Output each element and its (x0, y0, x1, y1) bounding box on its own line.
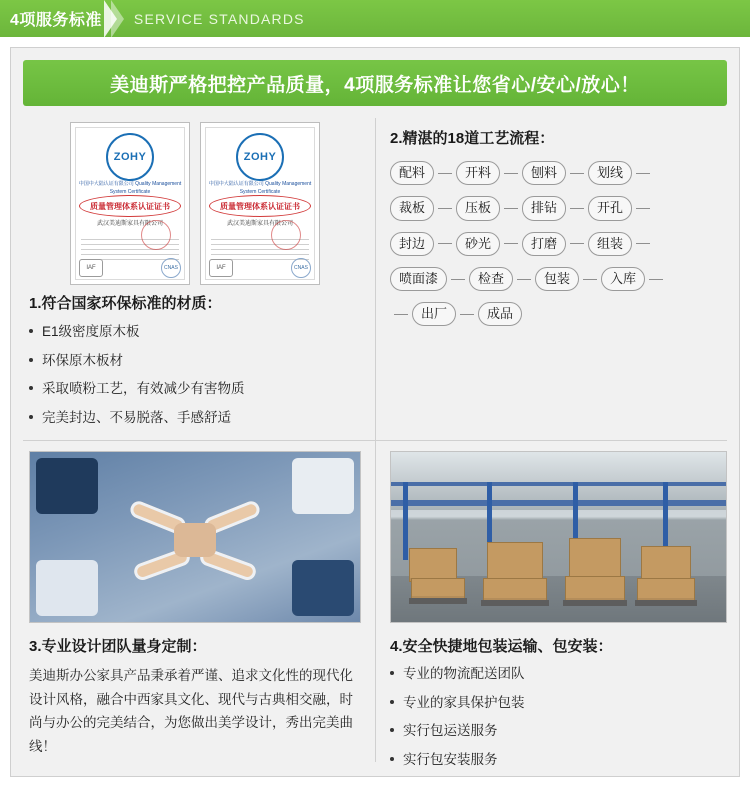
section-materials (23, 118, 375, 440)
pallet (409, 598, 467, 604)
zohy-logo-icon: ZOHY (236, 133, 284, 181)
certificate-title: 质量管理体系认证证书 (90, 202, 170, 211)
certificate-heading: 中国中大陆认证有限公司 Quality Management System Certificate (208, 181, 312, 195)
section-1-title: 1.符合国家环保标准的材质： (29, 295, 222, 312)
cnas-badge-icon: CNAS (161, 258, 181, 278)
process-step: 打磨 (522, 232, 566, 256)
section-4-title: 4.安全快捷地包装运输、包安装： (390, 638, 613, 655)
process-step: 检查 (469, 267, 513, 291)
conveyor-beam (391, 500, 726, 506)
list-item: 专业的家具保护包装 (390, 693, 727, 713)
header-title: 4项服务标准 (10, 12, 102, 29)
process-step: 开料 (456, 161, 500, 185)
person-shape (36, 458, 98, 514)
certificate-image (70, 122, 190, 285)
cardboard-box (641, 546, 691, 582)
flow-connector (570, 243, 584, 244)
section-4-bullets (390, 664, 727, 769)
chevron-right-icon (111, 0, 124, 37)
list-item: 完美封边、不易脱落、手感舒适 (29, 408, 361, 428)
process-flow-row (390, 232, 727, 256)
hand-stack-shape (174, 523, 216, 557)
flow-connector (394, 314, 408, 315)
cardboard-box (637, 578, 695, 602)
iaf-badge-icon: IAF (79, 259, 103, 277)
flow-connector (451, 279, 465, 280)
flow-connector (438, 243, 452, 244)
flow-connector (583, 279, 597, 280)
cardboard-box (569, 538, 621, 580)
flow-connector (636, 173, 650, 174)
certificate-company: 武汉美迪斯家具有限公司 (96, 221, 163, 227)
list-item: 环保原木板材 (29, 351, 361, 371)
section-3-title: 3.专业设计团队量身定制： (29, 638, 207, 655)
pallet (635, 600, 697, 606)
list-item: 实行包运送服务 (390, 721, 727, 741)
page-header (0, 0, 750, 37)
process-flow-row (390, 267, 727, 291)
person-shape (292, 560, 354, 616)
list-item: 专业的物流配送团队 (390, 664, 727, 684)
zohy-logo-icon: ZOHY (106, 133, 154, 181)
person-shape (292, 458, 354, 514)
list-item: E1级密度原木板 (29, 322, 361, 342)
flow-connector (460, 314, 474, 315)
banner (23, 60, 727, 106)
process-step: 封边 (390, 232, 434, 256)
banner-text: 美迪斯严格把控产品质量，4项服务标准让您省心/安心/放心！ (110, 74, 640, 96)
process-step: 划线 (588, 161, 632, 185)
flow-connector (570, 173, 584, 174)
hands-group (135, 495, 255, 585)
process-step: 组装 (588, 232, 632, 256)
process-step: 刨料 (522, 161, 566, 185)
process-step: 裁板 (390, 196, 434, 220)
certificate-images (29, 122, 361, 285)
cnas-badge-icon: CNAS (291, 258, 311, 278)
section-3-paragraph: 美迪斯办公家具产品秉承着严谨、追求文化性的现代化设计风格，融合中西家具文化、现代与古典相交融，时尚与办公的完美结合，为您做出美学设计，秀出完美曲线！ (29, 668, 353, 754)
person-shape (36, 560, 98, 616)
iaf-badge-icon: IAF (209, 259, 233, 277)
pallet (481, 600, 549, 606)
header-subtitle: SERVICE STANDARDS (133, 10, 305, 27)
process-step: 包装 (535, 267, 579, 291)
process-flow-row (390, 196, 727, 220)
certificate-image (200, 122, 320, 285)
process-step: 成品 (478, 302, 522, 326)
process-step: 入库 (601, 267, 645, 291)
certificate-accreditation-logos (209, 258, 311, 278)
conveyor-beam (391, 482, 726, 486)
flow-connector (504, 243, 518, 244)
cardboard-box (409, 548, 457, 582)
chevron-decoration (110, 0, 124, 37)
process-step: 配料 (390, 161, 434, 185)
process-step: 出厂 (412, 302, 456, 326)
team-handshake-photo (29, 451, 361, 623)
flow-connector (504, 208, 518, 209)
content-frame (10, 47, 740, 777)
certificate-heading: 中国中大陆认证有限公司 Quality Management System Certificate (78, 181, 182, 195)
certificate-stamp-icon (141, 220, 171, 250)
process-flow-row (390, 161, 727, 185)
cardboard-box (411, 578, 465, 600)
cardboard-box (483, 578, 547, 602)
flow-connector (438, 208, 452, 209)
pallet (563, 600, 627, 606)
certificate-stamp-icon (271, 220, 301, 250)
rack-post (403, 482, 408, 560)
certificate-accreditation-logos (79, 258, 181, 278)
flow-connector (517, 279, 531, 280)
flow-connector (504, 173, 518, 174)
cardboard-box (565, 576, 625, 602)
process-flow (390, 161, 727, 326)
process-step: 排钻 (522, 196, 566, 220)
flow-connector (570, 208, 584, 209)
process-step: 开孔 (588, 196, 632, 220)
section-1-bullets (29, 322, 361, 427)
flow-connector (649, 279, 663, 280)
process-step: 砂光 (456, 232, 500, 256)
cardboard-box (487, 542, 543, 582)
section-logistics (376, 441, 727, 767)
certificate-title: 质量管理体系认证证书 (220, 202, 300, 211)
flow-connector (438, 173, 452, 174)
content-area (0, 37, 750, 787)
flow-connector (636, 208, 650, 209)
section-2-title: 2.精湛的18道工艺流程： (390, 130, 555, 147)
list-item: 采取喷粉工艺，有效减少有害物质 (29, 379, 361, 399)
rack-post (663, 482, 668, 552)
quadrant-grid (23, 118, 727, 767)
flow-connector (636, 243, 650, 244)
process-step: 压板 (456, 196, 500, 220)
process-step: 喷面漆 (390, 267, 447, 291)
warehouse-boxes-photo (390, 451, 727, 623)
section-process (376, 118, 727, 440)
list-item: 实行包安装服务 (390, 750, 727, 770)
process-flow-row (390, 302, 727, 326)
certificate-company: 武汉美迪斯家具有限公司 (226, 221, 293, 227)
section-design-team (23, 441, 375, 762)
